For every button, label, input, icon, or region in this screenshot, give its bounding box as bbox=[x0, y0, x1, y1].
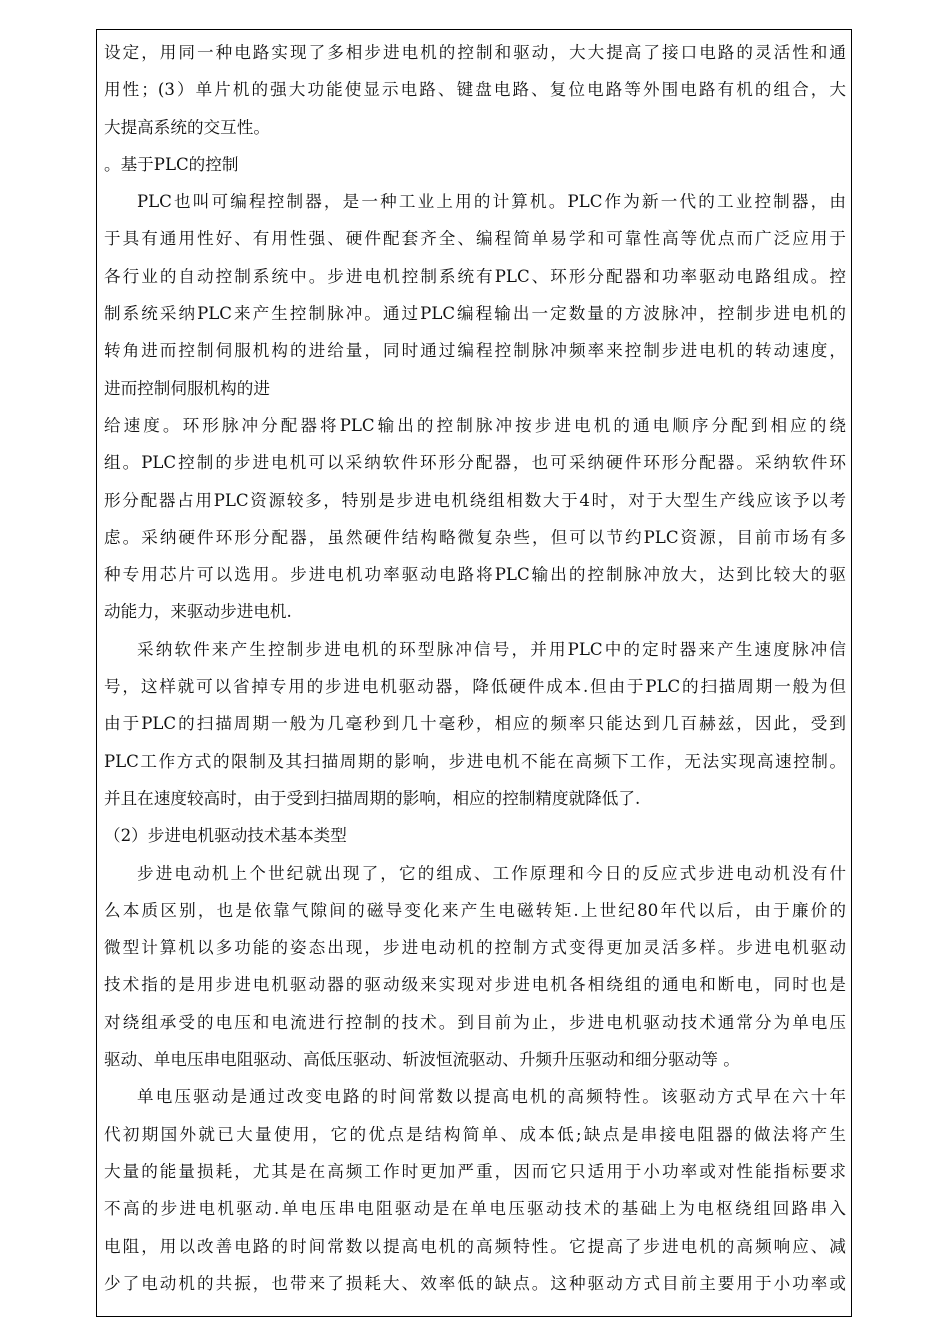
text-line: 么本质区别，也是依靠气隙间的磁导变化来产生电磁转矩.上世纪80年代以后，由于廉价的 bbox=[104, 900, 846, 920]
text-line: 转角进而控制伺服机构的进给量，同时通过编程控制脉冲频率来控制步进电机的转动速度， bbox=[104, 341, 846, 361]
text-line: 少了电动机的共振，也带来了损耗大、效率低的缺点。这种驱动方式目前主要用于小功率或 bbox=[104, 1273, 846, 1293]
text-line: 并且在速度较高时，由于受到扫描周期的影响，相应的控制精度就降低了. bbox=[104, 788, 641, 808]
text-line: 制系统采纳PLC来产生控制脉冲。通过PLC编程输出一定数量的方波脉冲，控制步进电机的 bbox=[104, 304, 846, 324]
text-line: 微型计算机以多功能的姿态出现，步进电动机的控制方式变得更加灵活多样。步进电机驱动 bbox=[104, 938, 846, 958]
text-line: 形分配器占用PLC资源较多，特别是步进电机绕组相数大于4时，对于大型生产线应该予以考 bbox=[104, 490, 846, 510]
text-line: 大量的能量损耗，尤其是在高频工作时更加严重，因而它只适用于小功率或对性能指标要求 bbox=[104, 1161, 846, 1181]
text-line: 电阻，用以改善电路的时间常数以提高电机的高频特性。它提高了步进电机的高频响应、减 bbox=[104, 1236, 846, 1256]
text-line: 设定，用同一种电路实现了多相步进电机的控制和驱动，大大提高了接口电路的灵活性和通 bbox=[104, 43, 846, 62]
text-line: 用性；(3）单片机的强大功能使显示电路、键盘电路、复位电路等外围电路有机的组合，大 bbox=[104, 80, 846, 100]
text-line: 组。PLC控制的步进电机可以采纳软件环形分配器，也可采纳硬件环形分配器。采纳软件环 bbox=[104, 453, 846, 473]
text-line: 驱动、单电压串电阻驱动、高低压驱动、斩波恒流驱动、升频升压驱动和细分驱动等 。 bbox=[104, 1050, 740, 1070]
text-line: 。基于PLC的控制 bbox=[104, 154, 239, 174]
text-line: 技术指的是用步进电机驱动器的驱动级来实现对步进电机各相绕组的通电和断电，同时也是 bbox=[104, 975, 846, 995]
text-line: 各行业的自动控制系统中。步进电机控制系统有PLC、环形分配器和功率驱动电路组成。控 bbox=[104, 266, 846, 286]
text-line: 对绕组承受的电压和电流进行控制的技术。到目前为止，步进电机驱动技术通常分为单电压 bbox=[104, 1012, 846, 1032]
text-line: 给速度。环形脉冲分配器将PLC输出的控制脉冲按步进电机的通电顺序分配到相应的绕 bbox=[104, 415, 846, 435]
document-body bbox=[104, 34, 846, 1302]
document-frame bbox=[96, 29, 852, 1317]
text-line: 号，这样就可以省掉专用的步进电机驱动器，降低硬件成本.但由于PLC的扫描周期一般为但 bbox=[104, 677, 846, 697]
text-line: 于具有通用性好、有用性强、硬件配套齐全、编程简单易学和可靠性高等优点而广泛应用于 bbox=[104, 229, 846, 249]
text-line: 由于PLC的扫描周期一般为几毫秒到几十毫秒，相应的频率只能达到几百赫兹，因此，受到 bbox=[104, 714, 846, 734]
text-line: 单电压驱动是通过改变电路的时间常数以提高电机的高频特性。该驱动方式早在六十年 bbox=[137, 1087, 846, 1107]
text-line: 虑。采纳硬件环形分配器，虽然硬件结构略微复杂些，但可以节约PLC资源，目前市场有多 bbox=[104, 527, 846, 547]
text-line: 种专用芯片可以选用。步进电机功率驱动电路将PLC输出的控制脉冲放大，达到比较大的驱 bbox=[104, 565, 846, 585]
text-line: 步进电动机上个世纪就出现了，它的组成、工作原理和今日的反应式步进电动机没有什 bbox=[137, 863, 846, 883]
text-line: 动能力，来驱动步进电机. bbox=[104, 602, 292, 622]
text-line: 不高的步进电机驱动.单电压串电阻驱动是在单电压驱动技术的基础上为电枢绕组回路串入 bbox=[104, 1199, 846, 1219]
text-line: 大提高系统的交互性。 bbox=[104, 117, 270, 137]
text-line: PLC工作方式的限制及其扫描周期的影响，步进电机不能在高频下工作，无法实现高速控制。 bbox=[104, 751, 846, 771]
text-line: 进而控制伺服机构的进 bbox=[104, 378, 270, 398]
text-line: （2）步进电机驱动技术基本类型 bbox=[104, 826, 347, 846]
text-line: 采纳软件来产生控制步进电机的环型脉冲信号，并用PLC中的定时器来产生速度脉冲信 bbox=[137, 639, 846, 659]
text-line: PLC也叫可编程控制器，是一种工业上用的计算机。PLC作为新一代的工业控制器，由 bbox=[137, 192, 846, 212]
text-line: 代初期国外就已大量使用，它的优点是结构简单、成本低;缺点是串接电阻器的做法将产生 bbox=[104, 1124, 846, 1144]
